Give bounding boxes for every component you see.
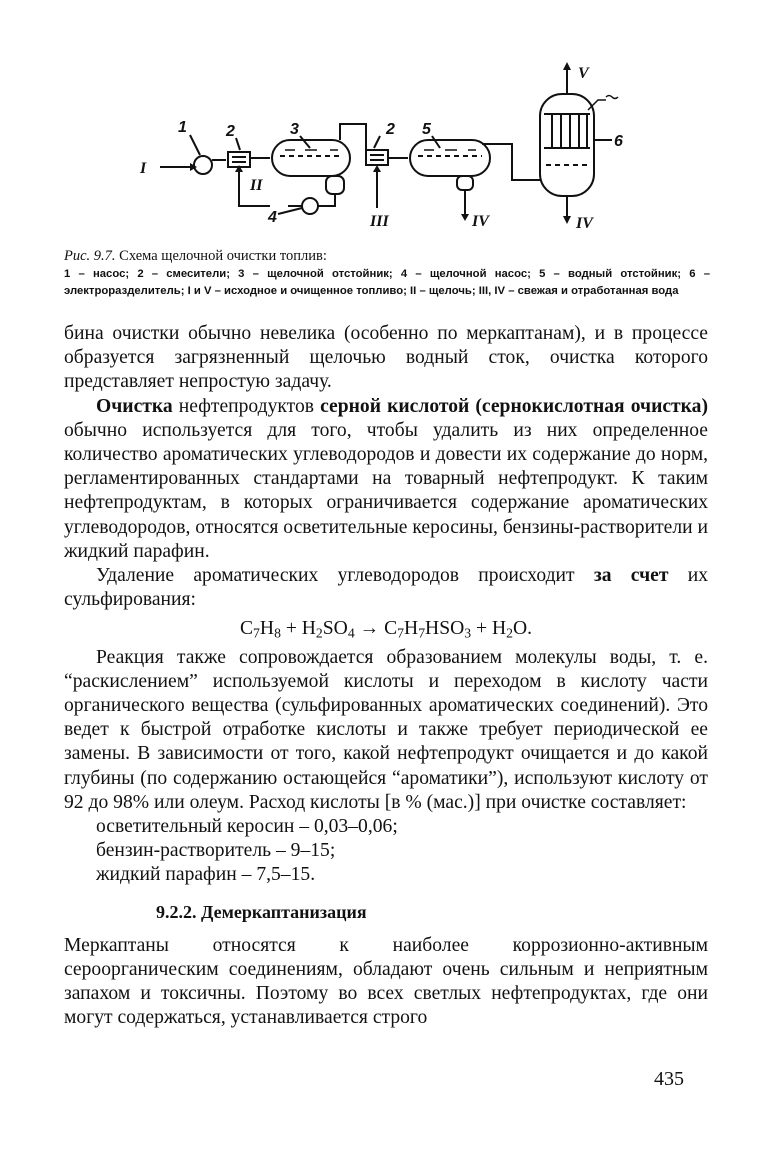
caption-title-line [64, 248, 710, 265]
settler-5-outlet [482, 144, 540, 180]
paragraph-4: Реакция также сопровождается образованием молекулы воды, т. е. “раскислением” используемой кислоты и переходом в кислоту части органического вещества (сульфированных ароматических соединений). Это ведет к быстрой отработке кислоты и также требует периодической ее замены. В зависимости от того, какой нефтепродукт очищается и до какой глубины (по содержанию остающейся “ароматики”), используют кислоту от 92 до 98% или олеум. Расход кислоты [в % (мас.)] при очистке составляет: [64, 646, 708, 813]
list-item-benzine: бензин-растворитель – 9–15; [96, 840, 336, 862]
body-text [64, 322, 708, 1031]
alkali-treatment-scheme [0, 0, 764, 250]
p3-text-a: Удаление ароматических углеводородов происходит [96, 565, 594, 587]
p3-bold: за счет [593, 565, 669, 587]
settler-3-outlet [340, 124, 366, 150]
label-II: II [250, 177, 263, 194]
p3-text-b: их сульфирования: [64, 565, 709, 611]
paragraph-2 [64, 395, 708, 564]
section-heading: 9.2.2. Демеркаптанизация [156, 901, 367, 922]
label-2a: 2 [226, 123, 235, 140]
alkali-recycle-line [318, 194, 335, 206]
pump-1 [194, 156, 212, 174]
figure-caption [64, 248, 710, 300]
p2-text-b: обычно используется для того, чтобы удалить из них определенное количество ароматических углеводородов и довести их содержание до норм, регламентированных стандартами на товарный нефтепродукт. К таким нефтепродуктам, в которых ограничивается содержание ароматических углеводородов, относятся осветительные керосины, бензины-растворители и жидкий парафин. [64, 419, 708, 562]
label-1: 1 [178, 119, 187, 136]
label-5: 5 [422, 121, 431, 138]
ac-symbol [606, 96, 618, 99]
process-flow-diagram [0, 0, 764, 250]
label-2b: 2 [386, 121, 395, 138]
paragraph-5: Меркаптаны относятся к наиболее коррозионно-активным сероорганическим соединениям, обладают очень сильным и неприятным запахом и токсичны. Поэтому во всех светлых нефтепродуктах, где они могут содержаться, устанавливается строго [64, 934, 708, 1029]
label-I: I [140, 160, 147, 177]
label-6: 6 [614, 133, 623, 150]
sulfonation-equation: $C_7H_8 + H_2SO_4 \to C_7H_7HSO_3 + H_2O$. [239, 618, 533, 641]
label-4: 4 [268, 209, 277, 226]
paragraph-1: бина очистки обычно невелика (особенно по меркаптанам), и в процессе образуется загрязненный щелочью водный сток, очистка которого представляет непростую задачу. [64, 323, 708, 393]
electroseparator-6 [540, 94, 594, 196]
label-IV-a: IV [472, 213, 489, 230]
caption-title: Схема щелочной очистки топлив: [119, 248, 327, 264]
label-III: III [370, 213, 389, 230]
mixer-2b [366, 150, 388, 165]
caption-legend: 1 – насос; 2 – смесители; 3 – щелочной отстойник; 4 – щелочной насос; 5 – водный отстойник; 6 – электроразделитель; I и V – исходное и очищенное топливо; II – щелочь; III, IV – свежая и отработанная вода [64, 268, 710, 297]
alkali-pump-4 [302, 198, 318, 214]
paragraph-3 [64, 564, 708, 612]
settler-5-sump [457, 176, 473, 190]
label-V: V [578, 65, 589, 82]
caption-prefix: Рис. 9.7. [64, 248, 116, 264]
term-sulfuric-acid: серной кислотой (сернокислотная очистка) [320, 395, 708, 417]
settler-3-sump [326, 176, 344, 194]
label-3: 3 [290, 121, 299, 138]
mixer-2a [228, 152, 250, 167]
water-settler-5 [410, 140, 490, 176]
term-ochistka: Очистка [96, 395, 173, 417]
page-number: 435 [654, 1068, 684, 1090]
list-item-paraffin: жидкий парафин – 7,5–15. [96, 864, 316, 886]
list-item-kerosene: осветительный керосин – 0,03–0,06; [96, 816, 398, 838]
p2-text-a: нефтепродуктов [172, 395, 321, 417]
alkali-settler-3 [272, 140, 350, 176]
label-IV-b: IV [576, 215, 593, 232]
